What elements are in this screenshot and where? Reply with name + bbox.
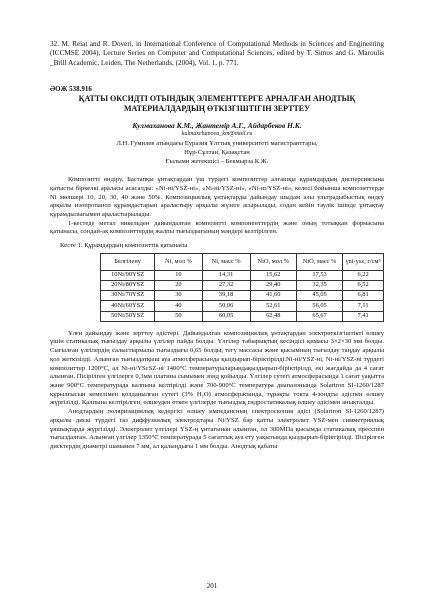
table-row — [101, 291, 384, 301]
paragraph: Ұлғи дайындау және зерттеу әдістері. Дайындалған композициялық ұнтақтардан электрөткізгіштікті өлшеу үшін статикалық тығыздау арқылы үлгілер пайда болды. Үлгілер табырықтың кесіндісі қимасы 3×2×30 мм болды. Сығылған үлгілердің салыстырмалы тығыздығы 0,65 болды, тегу массасы және қысымның тығыздау таңдау арқылы қол жеткізілді. Алынған тығыздатқыш ауа атмосферасында қыздырып-біріктірілді.Ni-ні/YSZ-ні, Ni-ні/YSZ-ні түрдегі композиттер 1200°С, ал Ni-ні/YScSZ-ні 1400°С температураларындақыздырып-біріктірілді, екі жағдайда да 4 сағат алынған. Пісірілген үлгілерге 0,3мм платина сымымен зонд қойылды. Үлгілер сутегі атмосферасында 1 сағат уақытта және 900°С температурада калпына келтірілді және 700-900°С температура диапазонында Solartron SI-1260/1287 құрылғысын кемелімен қолданылған сутегі (3% Н₂О) атмосферасында, тұрақты токта 4-зондты әдіспен өлшеу жүргізілді. Қалпына келтірілген, өлшеуден өткен үлгілерде тығыздық гидростатикалық өлшеу әдісімен анықталды. — [50, 329, 384, 407]
table-cell: 65,67 — [296, 311, 342, 321]
title-line: ҚАТТЫ ОКСИДТІ ОТЫНДЫҚ ЭЛЕМЕНТТЕРГЕ АРНАЛҒАН АНОДТЫҚ — [78, 94, 356, 104]
table-cell: 41,60 — [250, 291, 296, 301]
affiliation-line: Л.Н. Гумилев атындағы Еуразия Ұлттық университеті магистранттары, — [116, 140, 318, 148]
table-cell: 62,48 — [250, 311, 296, 321]
udc-code: ӘОЖ 538.916 — [50, 85, 92, 94]
table-cell: 6,81 — [343, 291, 384, 301]
table-cell: 56,05 — [296, 301, 342, 311]
affiliation-line: Нұр-Сұлтан, Қазақстан — [184, 149, 250, 157]
table-cell: 39,18 — [202, 291, 250, 301]
table-caption: Кесте 1. Құрамдардың композиттік қатынасы — [60, 242, 188, 250]
table-cell: 6,22 — [343, 270, 384, 280]
table-cell: 40 — [155, 301, 202, 311]
table-cell: 7,41 — [343, 311, 384, 321]
table-cell: 50 — [155, 311, 202, 321]
table-cell: 17,53 — [296, 270, 342, 280]
table-row — [101, 311, 384, 321]
paragraph: Композитті өндіру. Бастапқы ұнтақтардан үш түрдегі композиттер алғашқы құрамдардың дисперсиясына қатысты біркелкі араласы асасалды: «Ni-ні/YSZ-ні», «Ni-ні/YSZ-ні», «Ni-ні/YSZ-ні», келесі бойынша композиттерде Ni мөлшері 10, 20, 30, 40 және 50%. Композициялық ұнтақтарды дайындау шыдам алы ультрадыбыстық өндеу арқылы изопропанол құрамдастарын араластыру арқылы жүзеге асырылады, содан кейін таулік ішінде ұнтақтау құрамдылығымен араластырылады. — [50, 176, 384, 219]
page-number: 201 — [206, 582, 218, 590]
table-cell: 30 — [155, 291, 202, 301]
table-cell: 45,05 — [296, 291, 342, 301]
table-header-cell: NiO, масс % — [296, 253, 342, 270]
composition-table — [100, 253, 384, 322]
authors: Кулмаханова К.М., Жантемір А.Г., Айдарбеков Н.К. — [132, 121, 302, 131]
table-cell: 30Ni/70YSZ — [101, 291, 155, 301]
table-header-row — [101, 253, 384, 270]
table-row — [101, 301, 384, 311]
table-header-cell: Ni, масс % — [202, 253, 250, 270]
body-text — [50, 176, 384, 451]
reference-entry: 32. M. Reiat and R. Doveri, in International Conference of Computational Methods in Sciences and Engineering (ICCMSE 2004), Lecture Series on Computer and Computational Sciences, edited by T. Simos and G. Maroulis _Brill Academic, Leiden, The Netherlands, (2004), Vol. 1, p. 771. — [50, 40, 384, 67]
table-cell: 27,32 — [202, 281, 250, 291]
table-cell: 10Ni/90YSZ — [101, 270, 155, 280]
table-cell: 10 — [155, 270, 202, 280]
title-line: МАТЕРИАЛДАРДЫҢ ӨТКІЗГІШТІГІН ЗЕРТТЕУ — [123, 104, 311, 114]
table-cell: 40Ni/60YSZ — [101, 301, 155, 311]
table-header-cell: γni-ysz, г/см³ — [343, 253, 384, 270]
table-cell: 50,06 — [202, 301, 250, 311]
table-cell: 20Ni/80YSZ — [101, 281, 155, 291]
table-cell: 15,62 — [250, 270, 296, 280]
table-cell: 29,40 — [250, 281, 296, 291]
table-row — [101, 270, 384, 280]
paper-title — [50, 94, 384, 114]
author-email: kulmaxchanova_km@mail.ru — [181, 131, 253, 138]
table-cell: 6,52 — [343, 281, 384, 291]
table-cell: 14,31 — [202, 270, 250, 280]
table-header-cell: Белгілену — [101, 253, 155, 270]
table-cell: 20 — [155, 281, 202, 291]
table-cell: 60,05 — [202, 311, 250, 321]
paragraph: Анодтардың поляризациялық кедергісі өлшеу импедансның спектроскопия әдісі (Solartron SI-1260/1287) арқылы дискі түрдегі газ диффузиялық электродтары Ni/YSZ бар қатты электролит YSZ-мен симметриялық ұяшықтарда жүргізілді. Электролит үлгілері YSZ-ң ұнтағынан алынған, ол 300МПа қысымда статикалық пресспен тығыздалған. Алынған үлгілер 1350°С температурада 5 сағаттық ауа ету уақытында қыздырып-біріктірілді. Пісірілген дисктердің диаметрі шамамен 7 мм, ал қалыңдығы 1 мм болды. Анодтық қабаты — [50, 408, 384, 450]
table-row — [101, 281, 384, 291]
affiliation — [50, 139, 384, 166]
table-cell: 32,35 — [296, 281, 342, 291]
table-cell: 52,61 — [250, 301, 296, 311]
table-header-cell: NiO, мол % — [250, 253, 296, 270]
table-cell: 50Ni/50YSZ — [101, 311, 155, 321]
supervisor: Ғылыми жетекшісі – Бекмырза К.Ж. — [165, 158, 269, 166]
table-header-cell: Ni, мол % — [155, 253, 202, 270]
paragraph: 1-кестеде метал никельден дайындалған композитті компоненттердің және оның тотыққан формасына қатынасы, сондай-ақ композиттердің жалпы тығыздығының мәндері келтірілген. — [50, 219, 384, 236]
table-cell: 7,11 — [343, 301, 384, 311]
